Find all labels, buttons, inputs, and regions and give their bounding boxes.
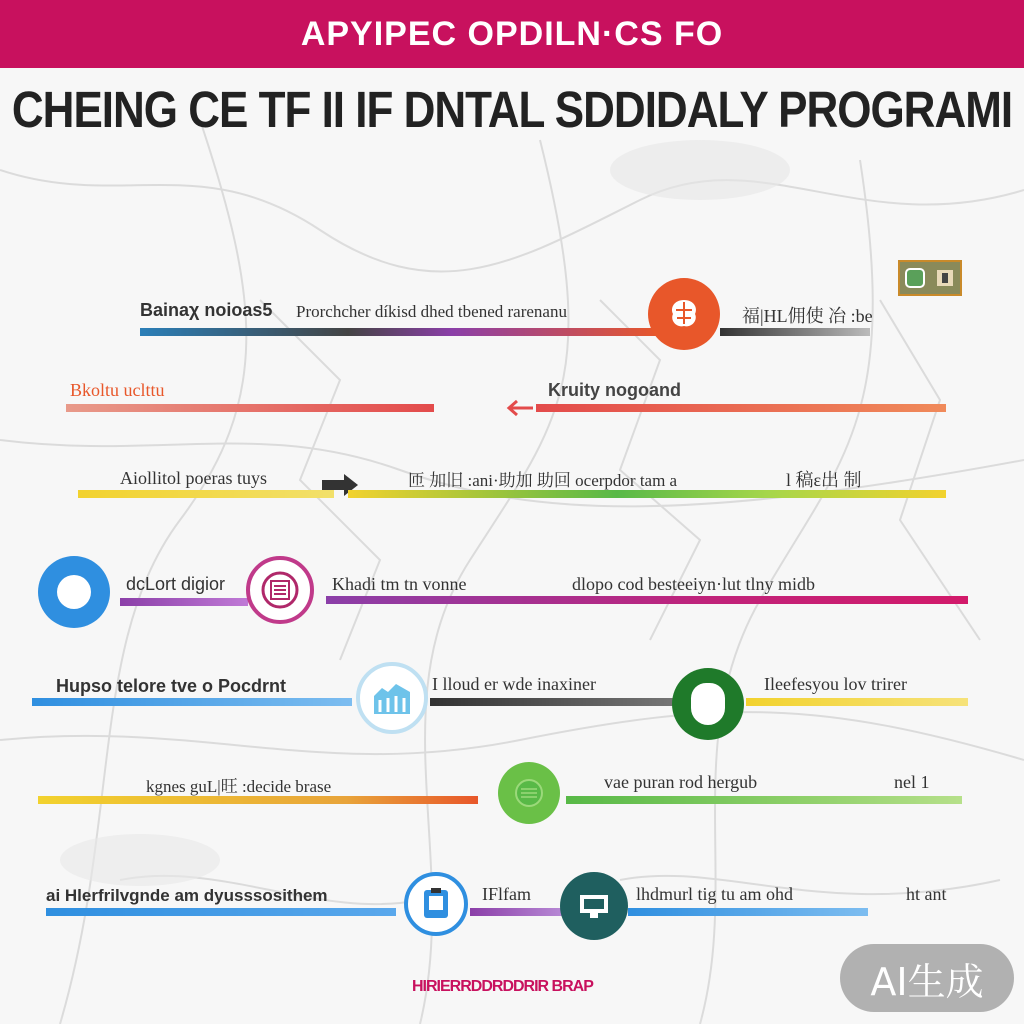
row5-connector-left — [32, 698, 352, 706]
row6-connector-right — [566, 796, 962, 804]
row7-connector-left — [46, 908, 396, 916]
row7-label-d: ht ant — [906, 884, 947, 904]
row1-label-a: Bainaχ noioas5 — [140, 300, 273, 320]
footer-text: HIRIERRDDRDDRIR BRAP — [412, 978, 593, 995]
row3-label-b: 匝 加旧 :ani·助加 助回 ocerpdor tam a — [408, 471, 678, 490]
watermark-text: AI生成 — [870, 959, 984, 1004]
row4-connector-left — [120, 598, 248, 606]
shield-icon — [672, 668, 744, 740]
row6-label-c: nel 1 — [894, 772, 930, 792]
page-title: CHEING CE TF II IF DNTAL SDDIDALY PROGRAMI — [11, 82, 1013, 139]
row5-connector-right — [746, 698, 968, 706]
row1-label-c: 福|HL佣使 冶 :be — [742, 306, 873, 326]
row1-label-b: Prorchcher díkisd dhed tbened rarenanu — [296, 302, 567, 321]
row4-label-b: Khadi tm tn vonne — [332, 574, 467, 594]
row3-connector-left — [78, 490, 334, 498]
row4-connector-right — [326, 596, 968, 604]
ai-generated-watermark — [840, 944, 1014, 1012]
row7-label-c: lhdmurl tig tu am ohd — [636, 884, 793, 904]
monitor-icon — [560, 872, 628, 940]
row7-label-a: ai Hlerfrilvgnde am dyusssosithem — [46, 886, 328, 905]
row7-connector-right — [628, 908, 868, 916]
left-arrow-icon — [505, 398, 535, 418]
row5-label-b: I lloud er wde inaxiner — [432, 674, 596, 694]
row3-label-c: l 稿ε出 制 — [786, 470, 862, 490]
row7-connector-mid — [470, 908, 564, 916]
row6-label-b: vae puran rod hergub — [604, 772, 758, 792]
row1-connector-right — [720, 328, 870, 336]
row4-label-a: dcLort digior — [126, 574, 226, 594]
row4-label-c: dlopo cod besteeiyn·lut tlny midb — [572, 574, 815, 594]
top-banner — [0, 0, 1024, 68]
row7-label-b: IFlfam — [482, 884, 531, 904]
row3-label-a: Aiollitol poeras tuys — [120, 468, 267, 488]
row5-label-a: Hupso telore tve o Pocdrnt — [56, 676, 287, 696]
brain-icon — [648, 278, 720, 350]
chip-icon — [498, 762, 560, 824]
row3-connector-right — [348, 490, 946, 498]
row2-connector-left — [66, 404, 434, 412]
badge-icon — [898, 260, 962, 296]
row5-connector-mid — [430, 698, 680, 706]
row6-connector-left — [38, 796, 478, 804]
seal-icon — [246, 556, 314, 624]
row2-label-b: Kruity nogoand — [548, 380, 681, 400]
row2-label-a: Bkoltu uclttu — [70, 380, 165, 400]
row6-label-a: kgnes guL|旺 :decide brase — [146, 777, 332, 796]
building-icon — [356, 662, 428, 734]
row1-connector — [140, 328, 660, 336]
ring-icon — [38, 556, 110, 628]
clipboard-icon — [404, 872, 468, 936]
row5-label-c: Ileefesyou lov trirer — [764, 674, 907, 694]
row2-connector-right — [536, 404, 946, 412]
banner-text: APYIPEC OPDILN·CS FO — [300, 14, 724, 53]
